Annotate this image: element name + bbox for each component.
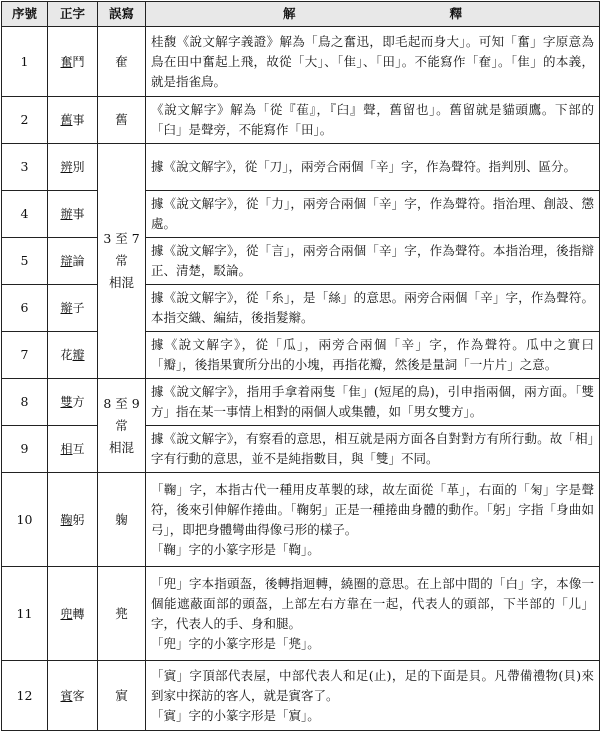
table-row xyxy=(2,661,600,731)
correct-char: 互 xyxy=(72,442,85,456)
explanation-line: 桂馥《說文解字義證》解為「鳥之奮迅，即毛起而身大」。可知「奮」字原意為鳥在田中奮起上飛，故從「大」、「隹」、「田」。不能寫作「奞」。「隹」的本義，就是指雀鳥。 xyxy=(151,33,594,89)
merged-group-8-9 xyxy=(98,379,146,473)
row-index: 12 xyxy=(2,661,48,731)
explanation-line: 「賓」字頂部代表屋，中部代表人和足(止)，足的下面是貝。凡帶備禮物(貝)來到家中探訪的客人，就是賓客了。 xyxy=(151,667,594,703)
correct-char: 躬 xyxy=(72,512,85,527)
table-row xyxy=(2,285,600,332)
explanation xyxy=(146,661,600,731)
correct-char-underlined: 辨 xyxy=(60,160,73,174)
correct-char-underlined: 辦 xyxy=(60,207,73,221)
row-index: 2 xyxy=(2,97,48,144)
explanation-line: 據《說文解字》，從「刀」，兩旁合兩個「辛」字，作為聲符。指判別、區分。 xyxy=(151,159,577,174)
correct-word xyxy=(48,473,98,567)
wrong-char: 躹 xyxy=(98,473,146,567)
table-row xyxy=(2,238,600,285)
correct-char: 事 xyxy=(72,207,85,221)
correct-char: 論 xyxy=(72,254,85,268)
header-correct: 正字 xyxy=(48,2,98,27)
explanation-line: 據《說文解字》，從「瓜」，兩旁合兩個「辛」字，作為聲符。瓜中之實曰「瓣」，後指果實所分出的小塊，再指花瓣，然後是量詞「一片片」之意。 xyxy=(151,337,594,372)
explanation xyxy=(146,473,600,567)
correct-char: 花 xyxy=(60,348,73,362)
explanation-line: 「兜」字本指頭盔，後轉指迴轉，繞圈的意思。在上部中間的「白」字，本像一個能遮蔽面部的頭盔，上部左右方靠在一起，代表人的頭部，下半部的「儿」字，代表人的手、身和腿。 xyxy=(151,575,594,631)
table-row xyxy=(2,379,600,426)
explanation xyxy=(146,567,600,661)
correct-char: 方 xyxy=(72,395,85,409)
explanation-line: 據《說文解字》，從「力」，兩旁合兩個「辛」字，作為聲符。指治理、創設、懲處。 xyxy=(151,196,594,231)
correct-char: 轉 xyxy=(72,606,85,621)
correct-char-underlined: 辯 xyxy=(60,254,73,268)
wrong-char: 兠 xyxy=(98,567,146,661)
explanation xyxy=(146,191,600,238)
merged-group-line: 相混 xyxy=(108,275,134,290)
merged-group-3-7 xyxy=(98,144,146,379)
row-index: 8 xyxy=(2,379,48,426)
merged-group-line: 3 至 7 xyxy=(103,231,140,246)
merged-group-line: 常 xyxy=(115,253,128,268)
explanation-line: 「鞠」字，本指古代一種用皮革製的球，故左面從「革」，右面的「匊」字是聲符，後來引伸解作捲曲。「鞠躬」正是一種捲曲身體的動作。「躬」字指「身曲如弓」，即把身體彎曲得像弓形的樣子。 xyxy=(151,481,594,537)
row-index: 5 xyxy=(2,238,48,285)
explanation xyxy=(146,379,600,426)
row-index: 4 xyxy=(2,191,48,238)
header-explanation-2: 釋 xyxy=(449,6,462,21)
row-index: 1 xyxy=(2,27,48,97)
explanation xyxy=(146,426,600,473)
correct-char-underlined: 相 xyxy=(60,442,73,456)
header-explanation-1: 解 xyxy=(282,6,296,21)
correct-char-underlined: 瓣 xyxy=(72,348,85,362)
correct-char: 別 xyxy=(72,160,85,174)
header-explanation xyxy=(146,2,600,27)
glossary-table xyxy=(1,1,600,731)
row-index: 3 xyxy=(2,144,48,191)
merged-group-line: 相混 xyxy=(108,439,134,455)
table-row xyxy=(2,426,600,473)
correct-char-underlined: 雙 xyxy=(60,395,73,409)
correct-char-underlined: 鞠 xyxy=(60,512,73,527)
table-row xyxy=(2,27,600,97)
correct-word xyxy=(48,332,98,379)
correct-word xyxy=(48,379,98,426)
explanation xyxy=(146,285,600,332)
row-index: 9 xyxy=(2,426,48,473)
correct-word xyxy=(48,285,98,332)
correct-word xyxy=(48,97,98,144)
table-row xyxy=(2,473,600,567)
explanation-line: 據《說文解字》，有察看的意思，相互就是兩方面各自對對方有所行動。故「相」字有行動的意思，並不是純指數目，與「雙」不同。 xyxy=(151,431,594,466)
correct-word xyxy=(48,661,98,731)
correct-word xyxy=(48,144,98,191)
correct-char-underlined: 兜 xyxy=(60,606,73,621)
correct-char: 鬥 xyxy=(72,54,85,69)
correct-word xyxy=(48,567,98,661)
correct-char: 客 xyxy=(72,688,85,703)
merged-group-line: 常 xyxy=(115,417,128,433)
merged-group-line: 8 至 9 xyxy=(103,395,140,411)
correct-char-underlined: 辮 xyxy=(60,301,73,315)
explanation-line: 「兜」字的小篆字形是「兠」。 xyxy=(151,635,320,651)
correct-char-underlined: 賓 xyxy=(60,688,73,703)
row-index: 7 xyxy=(2,332,48,379)
correct-word xyxy=(48,238,98,285)
correct-char-underlined: 舊 xyxy=(60,113,73,127)
table-row xyxy=(2,144,600,191)
explanation xyxy=(146,97,600,144)
explanation-line: 「鞠」字的小篆字形是「鞫」。 xyxy=(151,541,320,557)
correct-word xyxy=(48,191,98,238)
wrong-char: 賔 xyxy=(98,661,146,731)
table-row xyxy=(2,567,600,661)
wrong-char: 奞 xyxy=(98,27,146,97)
explanation xyxy=(146,144,600,191)
explanation-line: 據《說文解字》，從「言」，兩旁合兩個「辛」字，作為聲符。本指治理，後指辯正、清楚，駁論。 xyxy=(151,243,594,278)
explanation xyxy=(146,332,600,379)
table-row xyxy=(2,191,600,238)
correct-word xyxy=(48,27,98,97)
correct-char: 子 xyxy=(72,301,85,315)
explanation-line: 據《說文解字》，從「糸」，是「絲」的意思。兩旁合兩個「辛」字，作為聲符。本指交織、編結，後指髮辮。 xyxy=(151,290,594,325)
header-index: 序號 xyxy=(2,2,48,27)
table-row xyxy=(2,332,600,379)
row-index: 11 xyxy=(2,567,48,661)
table-row xyxy=(2,97,600,144)
explanation-line: 《說文解字》解為「從『萑』，『臼』聲，舊留也」。舊留就是貓頭鷹。下部的「臼」是聲旁，不能寫作「田」。 xyxy=(151,102,594,137)
correct-word xyxy=(48,426,98,473)
explanation xyxy=(146,27,600,97)
header-wrong: 誤寫 xyxy=(98,2,146,27)
explanation-line: 據《說文解字》，指用手拿着兩隻「隹」(短尾的鳥)，引申指兩個，兩方面。「雙方」指在某一事情上相對的兩個人或集體，如「男女雙方」。 xyxy=(151,384,594,419)
row-index: 10 xyxy=(2,473,48,567)
header-row xyxy=(2,2,600,27)
correct-char-underlined: 奮 xyxy=(60,54,73,69)
explanation xyxy=(146,238,600,285)
wrong-char: 舊 xyxy=(98,97,146,144)
correct-char: 事 xyxy=(72,113,85,127)
row-index: 6 xyxy=(2,285,48,332)
explanation-line: 「賓」字的小篆字形是「賔」。 xyxy=(151,707,320,723)
